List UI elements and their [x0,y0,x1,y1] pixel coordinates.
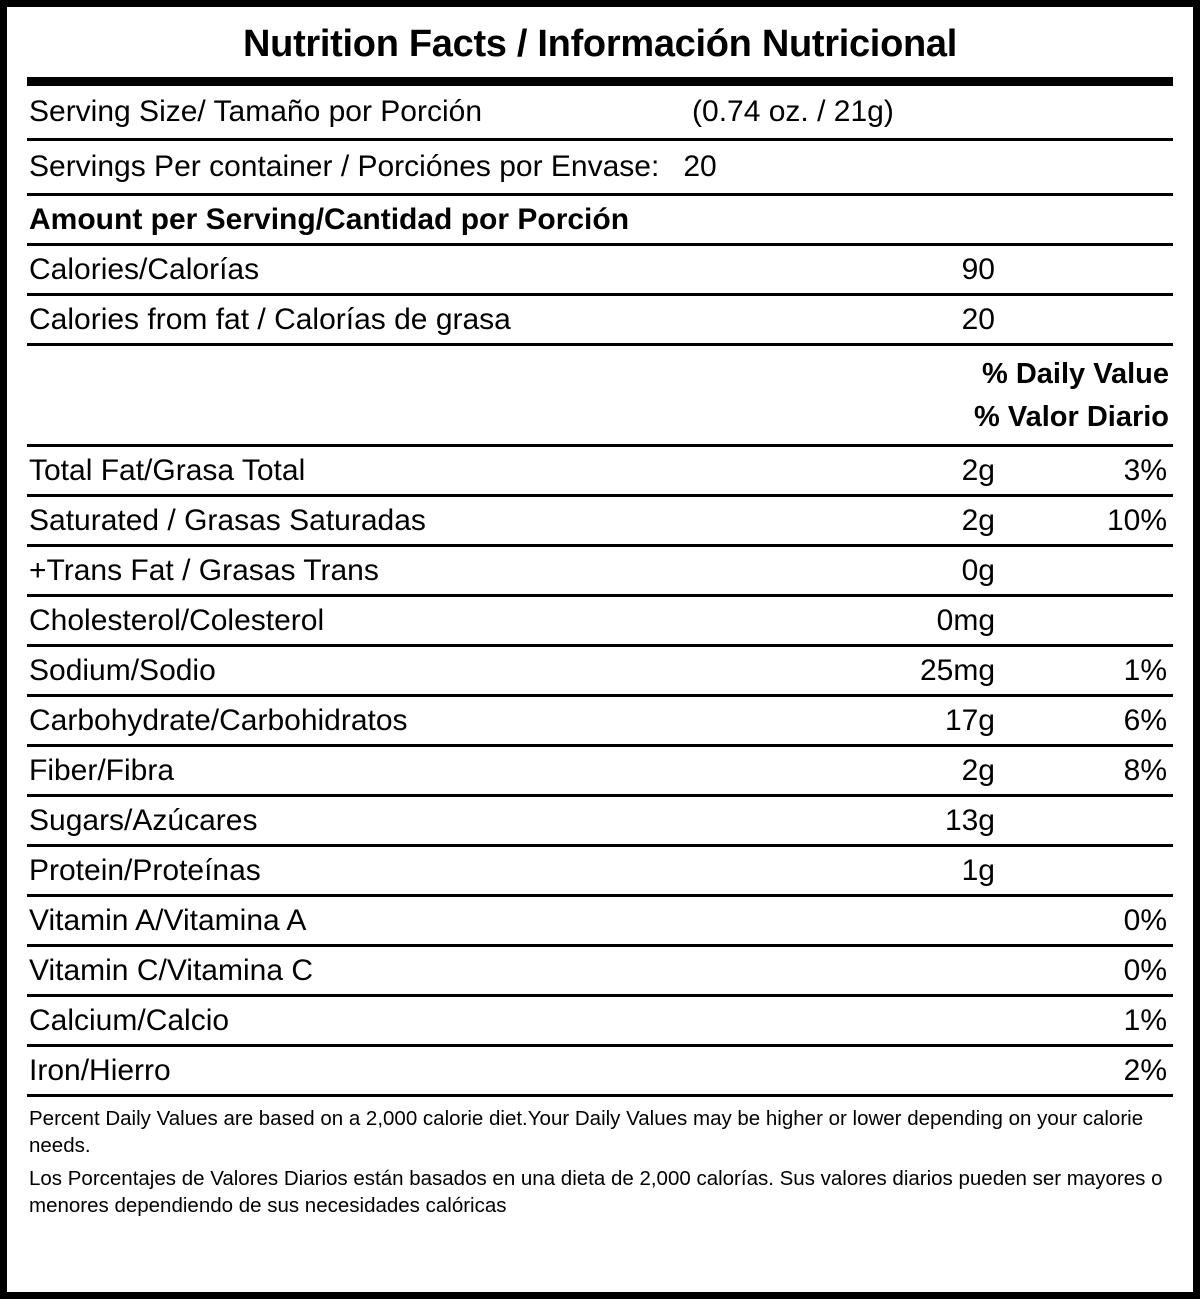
table-row [27,647,1173,694]
nutrient-name: Cholesterol/Colesterol [29,603,325,637]
serving-size-value: (0.74 oz. / 21g) [692,94,894,128]
nutrient-amount: 25mg [919,653,995,687]
nutrient-dv: 0% [1123,953,1167,987]
table-row [27,997,1173,1044]
serving-size-label: Serving Size/ Tamaño por Porción [29,94,483,128]
nutrient-name: Carbohydrate/Carbohidratos [29,703,408,737]
nutrient-rows [27,447,1173,1097]
nutrient-dv: 0% [1123,903,1167,937]
nutrient-dv: 10% [1106,503,1167,537]
nutrient-amount: 0mg [936,603,995,637]
table-row [27,597,1173,644]
nutrient-amount: 17g [944,703,995,737]
nutrient-amount: 13g [944,803,995,837]
nutrient-name: +Trans Fat / Grasas Trans [29,553,379,587]
nutrient-name: Sodium/Sodio [29,653,216,687]
nutrient-name: Total Fat/Grasa Total [29,453,306,487]
nutrient-dv: 2% [1123,1053,1167,1087]
nutrient-name: Calcium/Calcio [29,1003,230,1037]
nutrient-name: Protein/Proteínas [29,853,261,887]
table-row [27,747,1173,794]
footnote-english: Percent Daily Values are based on a 2,000 calorie diet.Your Daily Values may be higher or lower depending on your calorie needs. [29,1106,1144,1157]
footnote-block [27,1097,1173,1225]
table-row [27,547,1173,594]
page-title: Nutrition Facts / Información Nutricional [243,23,957,65]
nutrient-amount: 2g [961,753,995,787]
table-row [27,497,1173,544]
table-row [27,797,1173,844]
daily-value-header-en: % Daily Value [982,357,1169,390]
divider-thick-top [27,77,1173,86]
calories-from-fat-row [27,296,1173,343]
table-row [27,447,1173,494]
footnote-spanish: Los Porcentajes de Valores Diarios están basados en una dieta de 2,000 calorías. Sus valores diarios pueden ser mayores o menores dependiendo de sus necesidades calóricas [29,1166,1163,1217]
calories-label: Calories/Calorías [29,252,260,286]
calories-from-fat-label: Calories from fat / Calorías de grasa [29,302,511,336]
table-row [27,947,1173,994]
table-row [27,897,1173,944]
nutrient-name: Sugars/Azúcares [29,803,258,837]
nutrient-dv: 3% [1123,453,1167,487]
nutrient-dv: 1% [1123,1003,1167,1037]
servings-per-container-row [27,141,1173,193]
table-row [27,847,1173,894]
calories-value: 90 [961,252,995,286]
table-row [27,1047,1173,1094]
amount-per-serving-heading-row [27,196,1173,243]
serving-size-row [27,86,1173,138]
servings-per-container-value: 20 [683,149,717,183]
nutrient-name: Vitamin C/Vitamina C [29,953,314,987]
nutrient-dv: 8% [1123,753,1167,787]
nutrient-dv: 6% [1123,703,1167,737]
nutrient-amount: 0g [961,553,995,587]
nutrient-amount: 1g [961,853,995,887]
nutrient-name: Iron/Hierro [29,1053,171,1087]
nutrient-name: Fiber/Fibra [29,753,175,787]
amount-per-serving-heading: Amount per Serving/Cantidad por Porción [29,202,630,236]
calories-from-fat-value: 20 [961,302,995,336]
daily-value-header-es: % Valor Diario [973,400,1169,433]
nutrient-dv: 1% [1123,653,1167,687]
nutrient-amount: 2g [961,503,995,537]
calories-row [27,246,1173,293]
table-row [27,697,1173,744]
servings-per-container-label: Servings Per container / Porciónes por Envase: [29,149,660,183]
nutrient-amount: 2g [961,453,995,487]
nutrient-name: Saturated / Grasas Saturadas [29,503,426,537]
nutrient-name: Vitamin A/Vitamina A [29,903,307,937]
